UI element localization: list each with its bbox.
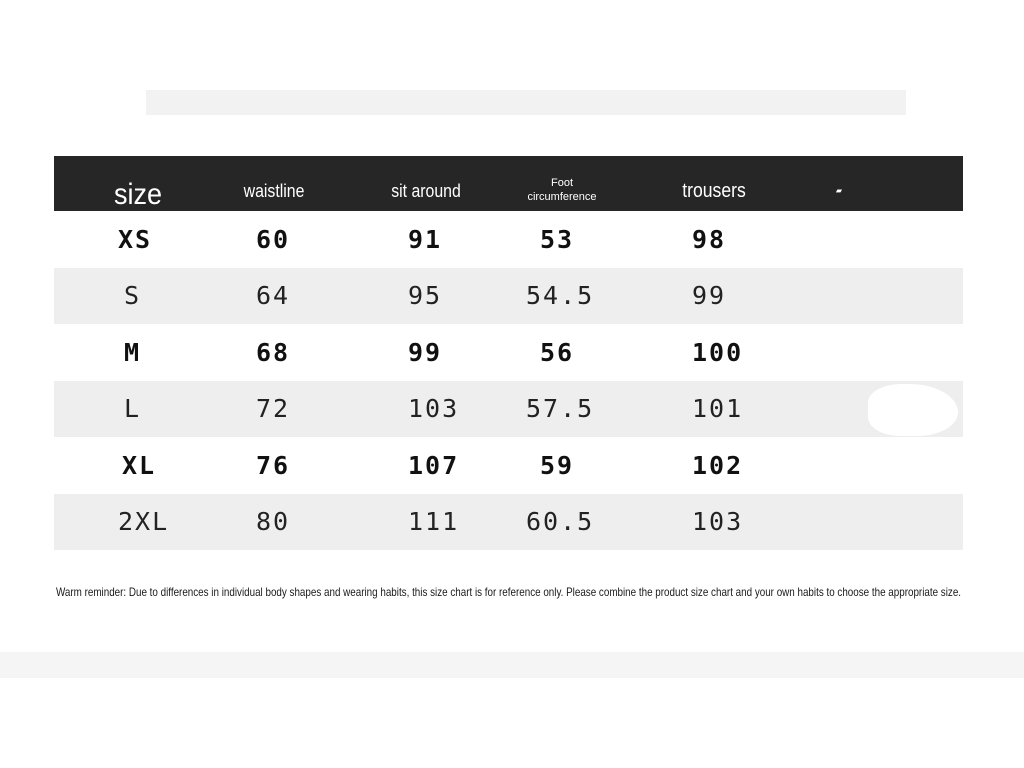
cell-sit-around: 103 — [408, 394, 460, 424]
top-decorative-bar — [146, 90, 906, 115]
table-row — [54, 324, 963, 381]
table-row — [54, 494, 963, 551]
cell-waistline: 76 — [256, 450, 291, 480]
cell-waistline: 80 — [256, 507, 291, 537]
table-row — [54, 381, 963, 438]
cell-size: 2XL — [118, 507, 170, 537]
table-row — [54, 211, 963, 268]
cell-sit-around: 95 — [408, 281, 443, 311]
warm-reminder-text: Warm reminder: Due to differences in individual body shapes and wearing habits, this size chart is for reference only. Please combine the product size chart and your own habits to choose the appropriate size. — [56, 585, 962, 599]
header-trousers: trousers — [682, 180, 746, 202]
cell-sit-around: 111 — [408, 507, 460, 537]
cell-foot: 53 — [540, 224, 575, 254]
table-row — [54, 437, 963, 494]
cell-trousers: 102 — [692, 450, 744, 480]
cell-sit-around: 99 — [408, 337, 443, 367]
cell-trousers: 99 — [692, 281, 727, 311]
cell-trousers: 100 — [692, 337, 744, 367]
cell-trousers: 103 — [692, 507, 744, 537]
cell-trousers: 98 — [692, 224, 727, 254]
cell-size: XS — [118, 224, 153, 254]
header-foot-line2: circumference — [527, 190, 597, 203]
cell-waistline: 68 — [256, 337, 291, 367]
cell-size: S — [124, 281, 142, 311]
bottom-decorative-bar — [0, 652, 1024, 678]
cell-waistline: 64 — [256, 281, 291, 311]
header-foot-line1: Foot — [550, 176, 573, 189]
cell-foot: 60.5 — [526, 507, 595, 537]
cell-waistline: 72 — [256, 394, 291, 424]
cell-size: M — [124, 337, 142, 367]
cell-trousers: 101 — [692, 394, 744, 424]
cell-sit-around: 107 — [408, 450, 460, 480]
header-sit-around: sit around — [391, 181, 461, 201]
size-chart-table — [54, 156, 963, 550]
table-row — [54, 268, 963, 325]
header-size: size — [113, 177, 163, 211]
header-foot-circumference — [512, 156, 612, 211]
cell-sit-around: 91 — [408, 224, 443, 254]
header-waistline: waistline — [243, 181, 305, 201]
header-small-mark: ▰ — [835, 186, 843, 195]
table-header-row — [54, 156, 963, 211]
cell-size: XL — [122, 450, 157, 480]
cell-size: L — [124, 394, 142, 424]
cell-foot: 54.5 — [526, 281, 595, 311]
cell-waistline: 60 — [256, 224, 291, 254]
cell-foot: 59 — [540, 450, 575, 480]
cell-foot: 57.5 — [526, 394, 595, 424]
cell-foot: 56 — [540, 337, 575, 367]
